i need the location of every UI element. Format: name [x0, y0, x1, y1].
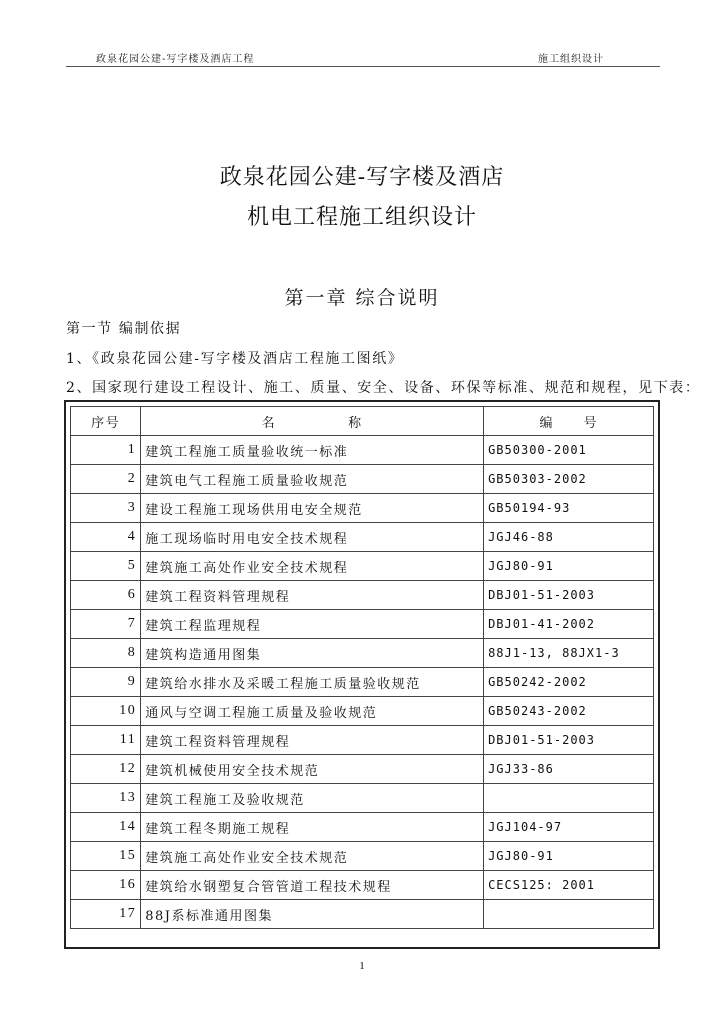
- table-row: [71, 842, 654, 871]
- cell-standard-code: [484, 900, 654, 929]
- cell-standard-name: 建筑给水排水及采暖工程施工质量验收规范: [141, 668, 484, 697]
- cell-standard-name: 建筑工程施工及验收规范: [141, 784, 484, 813]
- cell-standard-code: GB50243-2002: [484, 697, 654, 726]
- table-row: [71, 494, 654, 523]
- table-row: [71, 726, 654, 755]
- cell-serial-no: 3: [71, 494, 141, 523]
- cell-standard-name: 通风与空调工程施工质量及验收规范: [141, 697, 484, 726]
- header-name: [141, 407, 484, 436]
- table-row: [71, 900, 654, 929]
- cell-serial-no: 1: [71, 436, 141, 465]
- cell-standard-name: 建筑电气工程施工质量验收规范: [141, 465, 484, 494]
- cell-standard-name: 建筑工程冬期施工规程: [141, 813, 484, 842]
- table-row: [71, 813, 654, 842]
- standards-table: [70, 406, 654, 929]
- table-row: [71, 697, 654, 726]
- cell-serial-no: 11: [71, 726, 141, 755]
- table-row: [71, 610, 654, 639]
- header-serial-no: 序号: [71, 407, 141, 436]
- cell-standard-code: GB50300-2001: [484, 436, 654, 465]
- cell-standard-name: 建设工程施工现场供用电安全规范: [141, 494, 484, 523]
- table-row: [71, 581, 654, 610]
- table-row: [71, 523, 654, 552]
- table-row: [71, 436, 654, 465]
- section-heading: 第一节 编制依据: [66, 321, 182, 337]
- header-divider: [66, 66, 660, 67]
- cell-standard-code: GB50194-93: [484, 494, 654, 523]
- cell-standard-code: DBJ01-41-2002: [484, 610, 654, 639]
- cell-serial-no: 7: [71, 610, 141, 639]
- table-row: [71, 871, 654, 900]
- page-number: 1: [359, 960, 365, 972]
- cell-serial-no: 5: [71, 552, 141, 581]
- table-row: [71, 668, 654, 697]
- cell-standard-code: JGJ80-91: [484, 842, 654, 871]
- cell-serial-no: 14: [71, 813, 141, 842]
- cell-standard-code: JGJ104-97: [484, 813, 654, 842]
- cell-standard-name: 建筑施工高处作业安全技术规范: [141, 842, 484, 871]
- cell-standard-code: JGJ33-86: [484, 755, 654, 784]
- table-row: [71, 465, 654, 494]
- cell-standard-name: 建筑工程资料管理规程: [141, 726, 484, 755]
- cell-standard-code: GB50303-2002: [484, 465, 654, 494]
- cell-serial-no: 8: [71, 639, 141, 668]
- cell-standard-name: 建筑工程施工质量验收统一标准: [141, 436, 484, 465]
- cell-standard-code: 88J1-13, 88JX1-3: [484, 639, 654, 668]
- table-row: [71, 784, 654, 813]
- header-code-char-a: 编: [539, 415, 554, 431]
- cell-serial-no: 6: [71, 581, 141, 610]
- cell-serial-no: 13: [71, 784, 141, 813]
- cell-serial-no: 16: [71, 871, 141, 900]
- basis-item-1: 1、《政泉花园公建-写字楼及酒店工程施工图纸》: [66, 351, 404, 367]
- cell-standard-code: JGJ80-91: [484, 552, 654, 581]
- header-name-char-a: 名: [261, 415, 277, 431]
- table-row: [71, 552, 654, 581]
- table-body: [71, 436, 654, 929]
- cell-standard-name: 建筑施工高处作业安全技术规程: [141, 552, 484, 581]
- standards-table-frame: [64, 400, 660, 949]
- cell-serial-no: 2: [71, 465, 141, 494]
- cell-serial-no: 10: [71, 697, 141, 726]
- cell-serial-no: 4: [71, 523, 141, 552]
- cell-standard-code: JGJ46-88: [484, 523, 654, 552]
- cell-standard-code: GB50242-2002: [484, 668, 654, 697]
- header-name-char-b: 称: [348, 415, 363, 431]
- running-header-right: 施工组织设计: [538, 54, 604, 65]
- cell-standard-code: DBJ01-51-2003: [484, 581, 654, 610]
- table-row: [71, 639, 654, 668]
- basis-item-2: 2、国家现行建设工程设计、施工、质量、安全、设备、环保等标准、规范和规程，见下表：: [66, 380, 701, 396]
- document-title-line2: 机电工程施工组织设计: [246, 205, 477, 230]
- cell-standard-name: 建筑工程资料管理规程: [141, 581, 484, 610]
- table-row: [71, 755, 654, 784]
- cell-standard-code: DBJ01-51-2003: [484, 726, 654, 755]
- cell-standard-name: 建筑机械使用安全技术规范: [141, 755, 484, 784]
- cell-standard-name: 88J系标准通用图集: [141, 900, 484, 929]
- header-code-char-b: 号: [583, 415, 598, 431]
- cell-standard-code: [484, 784, 654, 813]
- cell-serial-no: 17: [71, 900, 141, 929]
- chapter-heading: 第一章 综合说明: [284, 287, 440, 309]
- cell-standard-name: 建筑给水钢塑复合管管道工程技术规程: [141, 871, 484, 900]
- table-header-row: [71, 407, 654, 436]
- cell-serial-no: 12: [71, 755, 141, 784]
- cell-serial-no: 9: [71, 668, 141, 697]
- cell-standard-name: 建筑构造通用图集: [141, 639, 484, 668]
- cell-serial-no: 15: [71, 842, 141, 871]
- running-header-left: 政泉花园公建-写字楼及酒店工程: [96, 54, 255, 65]
- header-code: [484, 407, 654, 436]
- document-title-line1: 政泉花园公建-写字楼及酒店: [219, 165, 505, 190]
- cell-standard-name: 施工现场临时用电安全技术规程: [141, 523, 484, 552]
- cell-standard-name: 建筑工程监理规程: [141, 610, 484, 639]
- cell-standard-code: CECS125: 2001: [484, 871, 654, 900]
